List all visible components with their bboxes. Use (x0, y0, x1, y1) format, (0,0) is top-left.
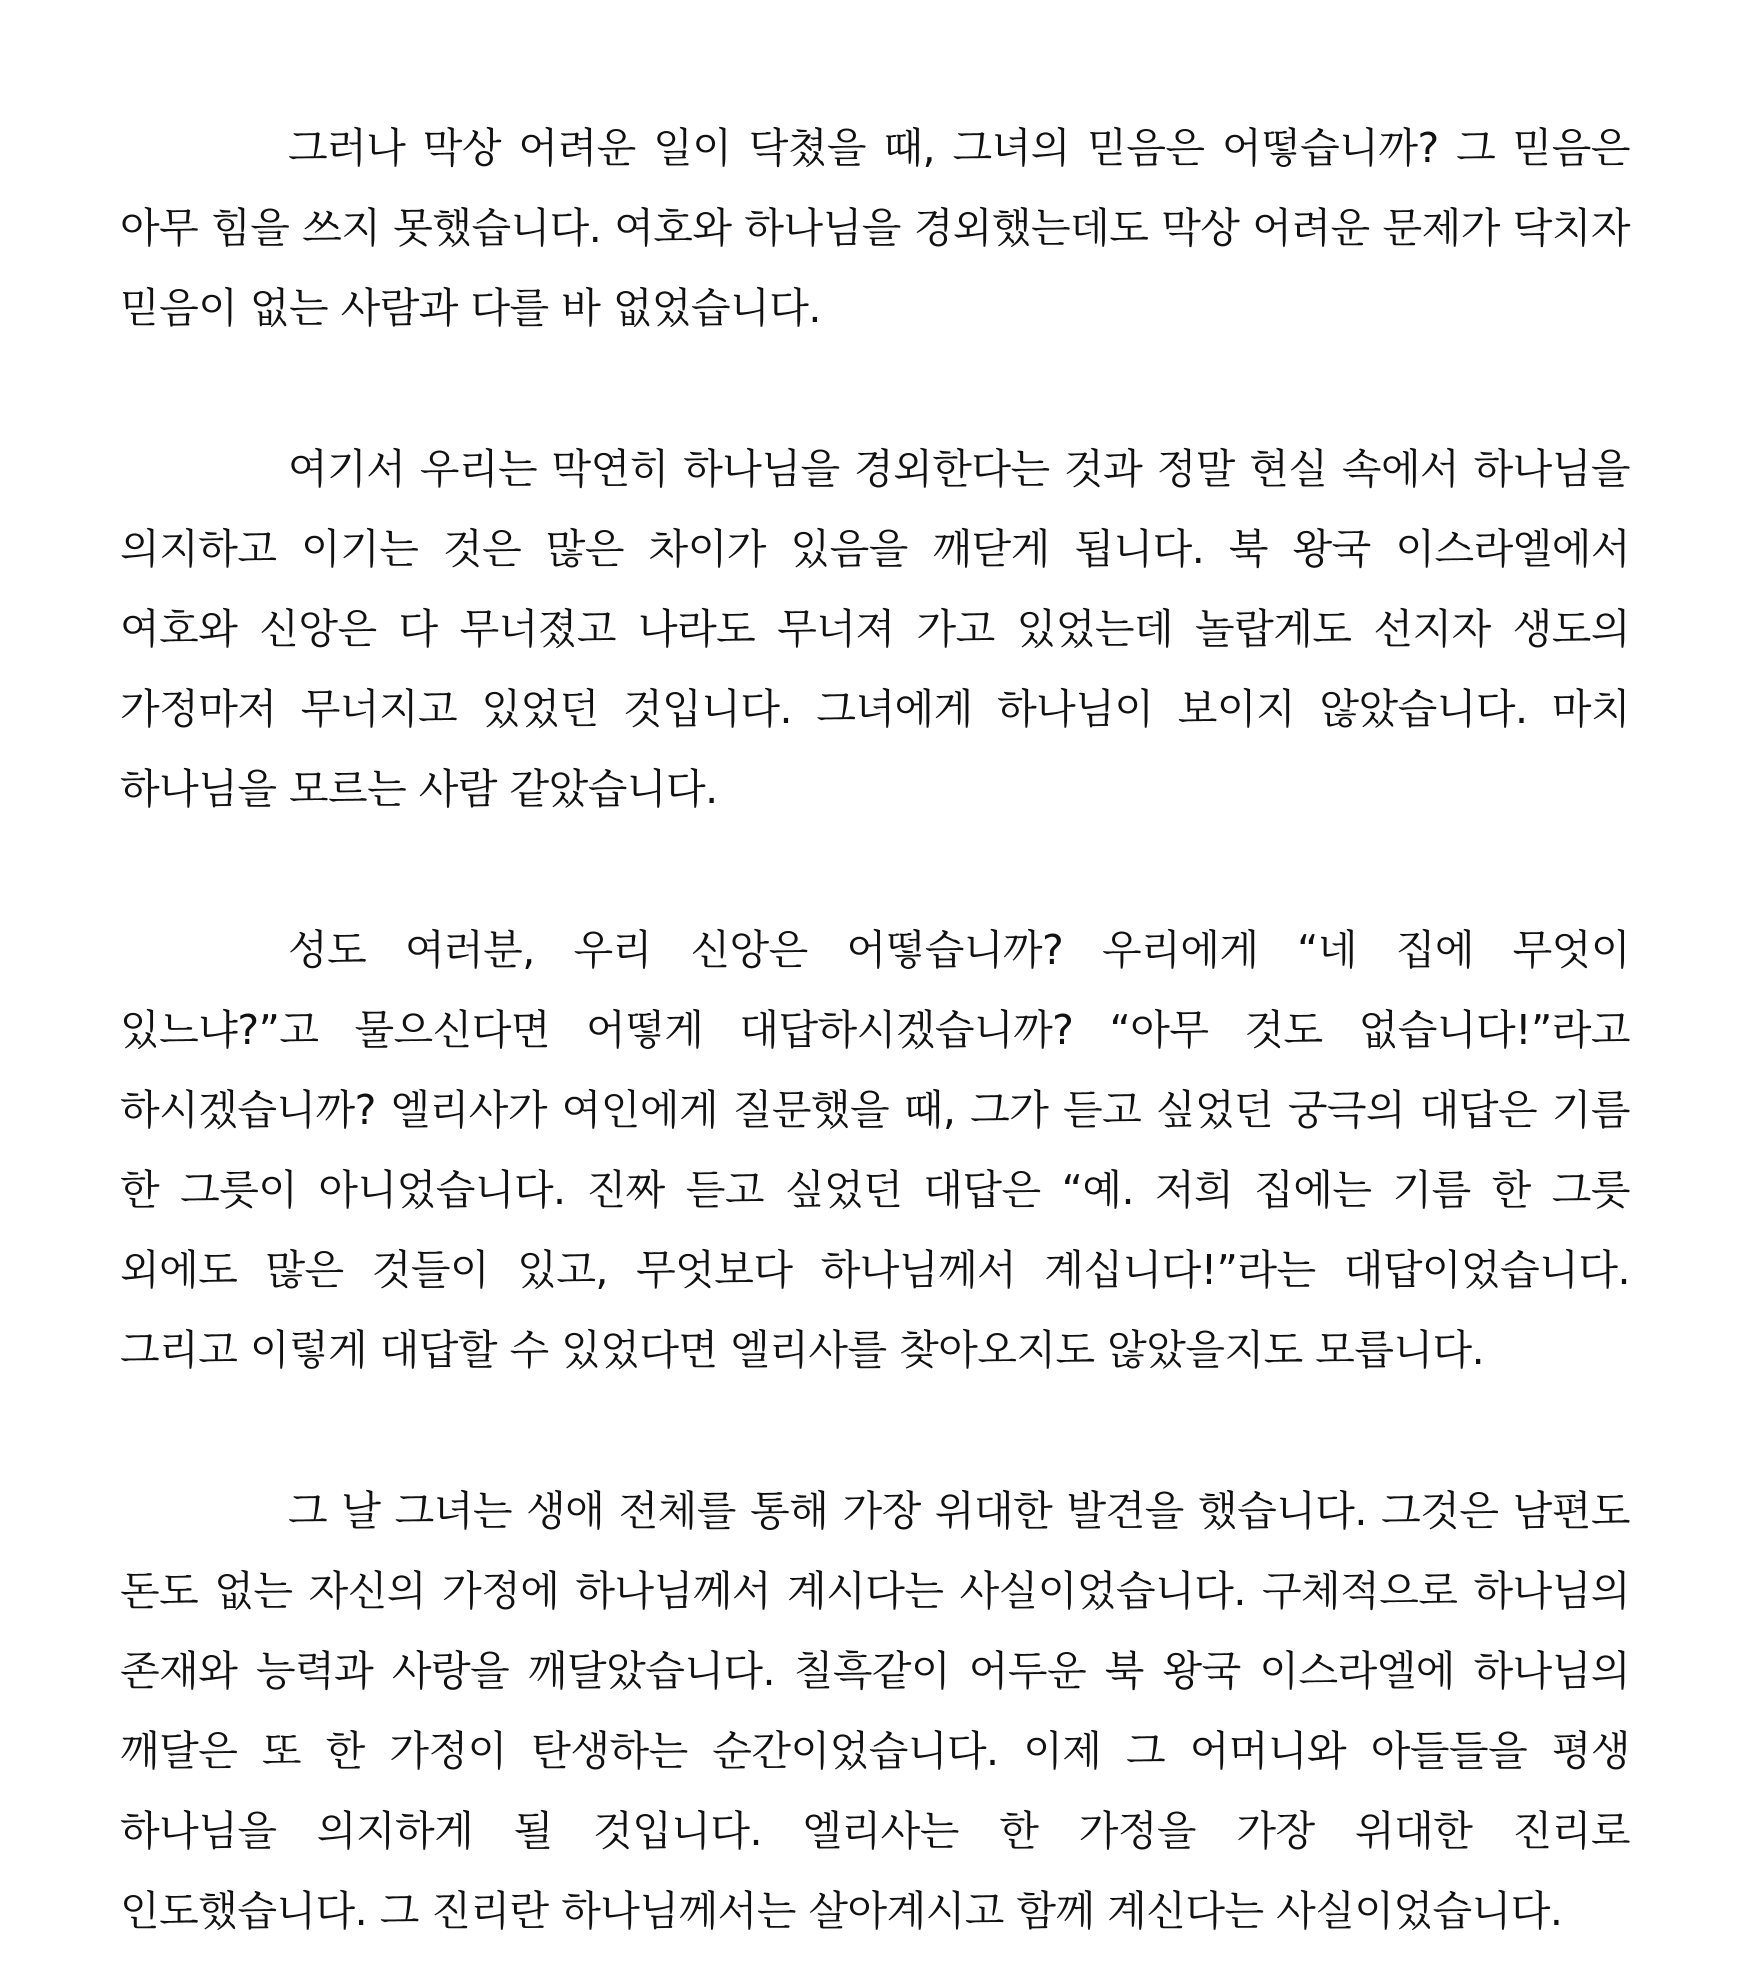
paragraph-question-to-congregation: 성도 여러분, 우리 신앙은 어떻습니까? 우리에게 “네 집에 무엇이 있느냐?”고 물으신다면 어떻게 대답하시겠습니까? “아무 것도 없습니다!”라고 하시겠습니까? 엘리사가 여인에게 질문했을 때, 그가 듣고 싶었던 궁극의 대답은 기름 한 그릇이 아니었습니다. 진짜 듣고 싶었던 대답은 “예. 저희 집에는 기름 한 그릇 외에도 많은 것들이 있고, 무엇보다 하나님께서 계십니다!”라는 대답이었습니다. 그리고 이렇게 대답할 수 있었다면 엘리사를 찾아오지도 않았을지도 모릅니다. (120, 926, 1630, 1374)
paragraph-reverence-versus-reliance: 여기서 우리는 막연히 하나님을 경외한다는 것과 정말 현실 속에서 하나님을 의지하고 이기는 것은 많은 차이가 있음을 깨닫게 됩니다. 북 왕국 이스라엘에서 여호와 신앙은 다 무너졌고 나라도 무너져 가고 있었는데 놀랍게도 선지자 생도의 가정마저 무너지고 있었던 것입니다. 그녀에게 하나님이 보이지 않았습니다. 마치 하나님을 모르는 사람 같았습니다. (120, 445, 1630, 813)
paragraph-crisis-faith: 그러나 막상 어려운 일이 닥쳤을 때, 그녀의 믿음은 어떻습니까? 그 믿음은 아무 힘을 쓰지 못했습니다. 여호와 하나님을 경외했는데도 막상 어려운 문제가 닥치자 믿음이 없는 사람과 다를 바 없었습니다. (120, 124, 1630, 332)
paragraph-great-discovery: 그 날 그녀는 생애 전체를 통해 가장 위대한 발견을 했습니다. 그것은 남편도 돈도 없는 자신의 가정에 하나님께서 계시다는 사실이었습니다. 구체적으로 하나님의 존재와 능력과 사랑을 깨달았습니다. 칠흑같이 어두운 북 왕국 이스라엘에 하나님의 깨달은 또 한 가정이 탄생하는 순간이었습니다. 이제 그 어머니와 아들들을 평생 하나님을 의지하게 될 것입니다. 엘리사는 한 가정을 가장 위대한 진리로 인도했습니다. 그 진리란 하나님께서는 살아계시고 함께 계신다는 사실이었습니다. (120, 1487, 1630, 1935)
